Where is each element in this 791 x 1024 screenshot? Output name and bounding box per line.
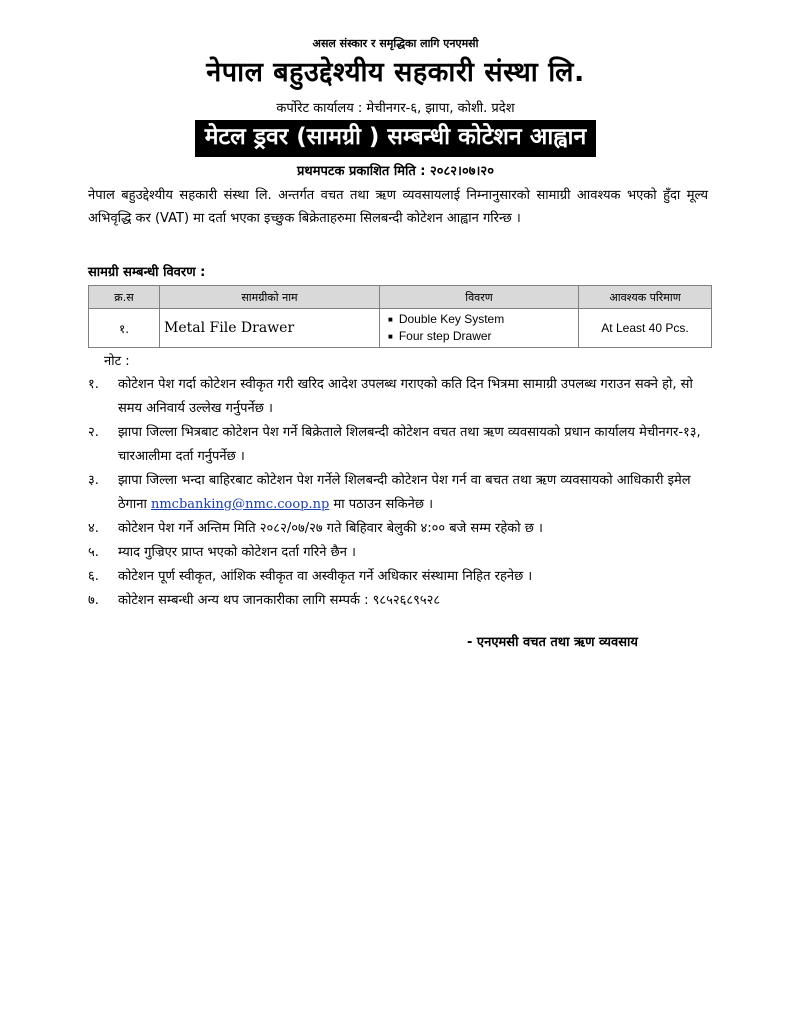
intro-paragraph: नेपाल बहुउद्देश्यीय सहकारी संस्था लि. अन्तर्गत वचत तथा ऋण व्यवसायलाई निम्नानुसारको सामाग्री आवश्यक भएको हुँदा मूल्य अभिवृद्धि कर (VAT) मा दर्ता भएका इच्छुक बिक्रेताहरुमा सिलबन्दी कोटेशन आह्वान गरिन्छ ।	[88, 188, 708, 226]
description-text: Double Key System	[398, 312, 505, 326]
note-number: ७.	[88, 593, 99, 608]
column-header-description: विवरण	[380, 286, 579, 309]
items-section-heading: सामग्री सम्बन्धी विवरण :	[88, 265, 206, 280]
signature-line: - एनएमसी वचत तथा ऋण व्यवसाय	[467, 635, 638, 650]
table-row	[89, 309, 712, 348]
note-item	[88, 541, 708, 565]
note-text: कोटेशन पेश गर्ने अन्तिम मिति २०८२/०७/२७ गते बिहिवार बेलुकी ४:०० बजे सम्म रहेको छ ।	[118, 521, 543, 536]
bullet-square-icon: ■	[388, 332, 393, 341]
banner-wrapper	[0, 120, 791, 157]
cell-description	[380, 309, 579, 348]
note-text: कोटेशन सम्बन्धी अन्य थप जानकारीका लागि सम्पर्क : ९८५२६८९५२८	[118, 593, 441, 608]
note-text: कोटेशन पेश गर्दा कोटेशन स्वीकृत गरी खरिद आदेश उपलब्ध गराएको कति दिन भित्रमा सामाग्री उपलब्ध गराउन सक्ने हो, सो समय अनिवार्य उल्लेख गर्नुपर्नेछ ।	[118, 377, 693, 416]
note-item	[88, 565, 708, 589]
column-header-sn: क्र.स	[89, 286, 160, 309]
description-text: Four step Drawer	[398, 329, 492, 343]
note-number: १.	[88, 377, 99, 392]
note-number: ५.	[88, 545, 99, 560]
office-address: कर्पोरेट कार्यालय : मेचीनगर-६, झापा, कोशी. प्रदेश	[276, 101, 515, 116]
cell-quantity: At Least 40 Pcs.	[579, 309, 712, 348]
note-item	[88, 589, 708, 613]
cell-item-name: Metal File Drawer	[160, 309, 380, 348]
column-header-quantity: आवश्यक परिमाण	[579, 286, 712, 309]
note-item	[88, 421, 708, 469]
note-number: ४.	[88, 521, 99, 536]
note-number: ३.	[88, 473, 99, 488]
notes-heading: नोट :	[104, 354, 130, 369]
notes-list	[88, 373, 708, 613]
note-number: २.	[88, 425, 99, 440]
note-text: म्याद गुज्रिएर प्राप्त भएको कोटेशन दर्ता गरिने छैन ।	[118, 545, 356, 560]
note-text: कोटेशन पूर्ण स्वीकृत, आंशिक स्वीकृत वा अस्वीकृत गर्ने अधिकार संस्थामा निहित रहनेछ ।	[118, 569, 533, 584]
description-list	[384, 311, 574, 345]
items-table	[88, 285, 712, 348]
note-text-suffix: मा पठाउन सकिनेछ ।	[329, 497, 434, 512]
note-text: झापा जिल्ला भन्दा बाहिरबाट कोटेशन पेश गर्नेले शिलबन्दी कोटेशन पेश गर्न वा बचत तथा ऋण व्यवसायको आधिकारी इमेल ठेगाना	[118, 473, 691, 512]
note-item	[88, 469, 708, 517]
table-header-row	[89, 286, 712, 309]
bullet-square-icon: ■	[388, 315, 393, 324]
note-item	[88, 373, 708, 421]
list-item	[388, 328, 574, 345]
notice-title-banner: मेटल ड्रवर (सामग्री ) सम्बन्धी कोटेशन आह्वान	[195, 120, 597, 157]
email-link[interactable]: nmcbanking@nmc.coop.np	[150, 497, 330, 512]
note-text: झापा जिल्ला भित्रबाट कोटेशन पेश गर्ने बिक्रेताले शिलबन्दी कोटेशन वचत तथा ऋण व्यवसायको प्रधान कार्यालय मेचीनगर-१३, चारआलीमा दर्ता गर्नुपर्नेछ ।	[118, 425, 701, 464]
note-item	[88, 517, 708, 541]
column-header-name: सामग्रीको नाम	[160, 286, 380, 309]
organization-name: नेपाल बहुउद्देश्यीय सहकारी संस्था लि.	[206, 57, 585, 88]
tagline: असल संस्कार र समृद्धिका लागि एनएमसी	[312, 37, 479, 50]
cell-sn: १.	[89, 309, 160, 348]
note-number: ६.	[88, 569, 99, 584]
published-date: प्रथमपटक प्रकाशित मिति : २०८२।०७।२०	[297, 164, 494, 179]
list-item	[388, 311, 574, 328]
